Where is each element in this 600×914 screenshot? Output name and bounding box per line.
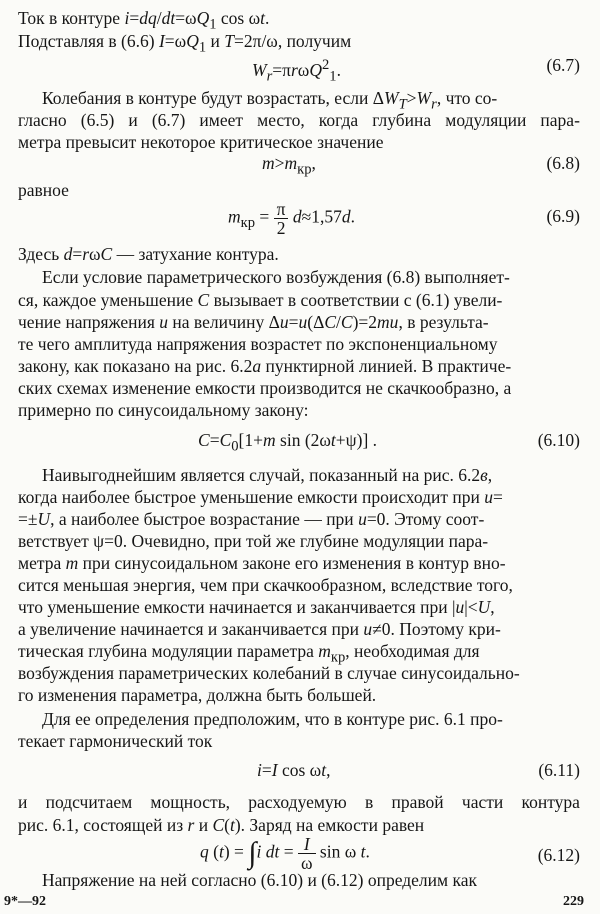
text-damping: Здесь d=rωC — затухание контура. xyxy=(18,244,279,264)
paragraph-condition-line3: чение напряжения u на величину Δu=u(ΔC/C)=2mu, в результа- xyxy=(18,312,489,332)
paragraph-condition-line5: закону, как показано на рис. 6.2а пунктирной линией. В практиче- xyxy=(18,356,512,376)
paragraph-best-line7: что уменьшение емкости начинается и заканчивается при |u|<U, xyxy=(18,597,495,617)
paragraph-best-line10: возбуждения параметрических колебаний в случае синусоидально- xyxy=(18,663,520,683)
paragraph-oscillations-line1: Колебания в контуре будут возрастать, если $\Delta W_T>W_r$, что со- xyxy=(42,88,498,113)
paragraph-best-line4: ветствует ψ=0. Очевидно, при той же глубине модуляции пара- xyxy=(18,531,489,551)
paragraph-condition-line1: Если условие параметрического возбуждения (6.8) выполняет- xyxy=(42,267,510,287)
paragraph-best-line3: =±U, а наиболее быстрое возрастание — при u=0. Этому соот- xyxy=(18,509,485,529)
paragraph-condition-line2: ся, каждое уменьшение C вызывает в соответствии с (6.1) увели- xyxy=(18,290,503,310)
paragraph-best-line9: тическая глубина модуляции параметра $m_{кр}$, необходимая для xyxy=(18,641,480,666)
paragraph-best-line5: метра m при синусоидальном законе его изменения в контур вно- xyxy=(18,553,506,573)
paragraph-best-line11: го изменения параметра, должна быть большей. xyxy=(18,685,377,705)
paragraph-best-line8: а увеличение начинается и заканчивается при u≠0. Поэтому кри- xyxy=(18,619,501,639)
footer-signature: 9*—92 xyxy=(4,894,46,909)
paragraph-best-line2: когда наиболее быстрое уменьшение емкости происходит при u= xyxy=(18,487,503,507)
paragraph-condition-line7: примерно по синусоидальному закону: xyxy=(18,400,309,420)
paragraph-oscillations-line2: гласно (6.5) и (6.7) имеет место, когда глубина модуляции пара- xyxy=(18,110,580,130)
book-page: Ток в контуре $i=dq/dt=\omega Q_1$ cos ωt. Подставляя в (6.6) $I=\omega Q_1$ и T=2π/ω, получим $W_r=\pi r\omega Q^2_1$. (6.7) Колебания в контуре будут возрастать, если $\Delta W_T>W_r$, что со- гласно (6.5) и (6.7) имеет место, когда глубина модуляции пара- метра превысит некоторое критическое значение $m>m_{кр}$, (6.8) равное $m_{кр}$ = $\frac{\pi}{2}$ d≈1,57d. (6.9) Здесь d=rωC — затухание контура. Если условие параметрического возбуждения (6.8) выполняет- ся, каждое уменьшение C вызывает в соответствии с (6.1) увели- чение напряжения u на величину Δu=u(ΔC/C)=2mu, в результа- те чего амплитуда напряжения возрастет по экспоненциальному закону, как показано на рис. 6.2а пунктирной линией. В практиче- ских схемах изменение емкости производится не скачкообразно, а примерно по синусоидальному закону: $C=C_0[1+m$ sin (2ωt+ψ)] . (6.10) Наивыгоднейшим является случай, показанный на рис. 6.2в, когда наиболее быстрое уменьшение емкости происходит при u= =±U, а наиболее быстрое возрастание — при u=0. Этому соот- ветствует ψ=0. Очевидно, при той же глубине модуляции пара- метра m при синусоидальном законе его изменения в контур вно- сится меньшая энергия, чем при скачкообразном, вследствие того, что уменьшение емкости начинается и заканчивается при |u|<U, а увеличение начинается и заканчивается при u≠0. Поэтому кри- тическая глубина модуляции параметра $m_{кр}$, необходимая для возбуждения параметрических колебаний в случае синусоидально- го изменения параметра, должна быть большей. Для ее определения предположим, что в контуре рис. 6.1 про- текает гармонический ток i=I cos ωt, (6.11) и подсчитаем мощность, расходуемую в правой части контура рис. 6.1, состоящей из r и C(t). Заряд на емкости равен q (t) = ∫i dt = $\frac{I}{\omega}$ sin ω t. (6.12) Напряжение на ней согласно (6.10) и (6.12) определим как 9*—92 229 xyxy=(0,0,600,912)
text-line-substituting: Подставляя в (6.6) $I=\omega Q_1$ и T=2π/ω, получим xyxy=(18,31,352,56)
paragraph-condition-line4: те чего амплитуда напряжения возрастет по экспоненциальному xyxy=(18,334,498,354)
paragraph-best-line6: сится меньшая энергия, чем при скачкообразном, вследствие того, xyxy=(18,575,513,595)
paragraph-voltage: Напряжение на ней согласно (6.10) и (6.12) определим как xyxy=(42,870,477,890)
paragraph-determine-line1: Для ее определения предположим, что в контуре рис. 6.1 про- xyxy=(42,709,503,729)
page-number: 229 xyxy=(563,894,584,909)
text-line-current: Ток в контуре $i=dq/dt=\omega Q_1$ cos ωt. xyxy=(18,8,270,33)
paragraph-best-line1: Наивыгоднейшим является случай, показанный на рис. 6.2в, xyxy=(42,465,493,485)
paragraph-oscillations-line3: метра превысит некоторое критическое значение xyxy=(18,132,384,152)
text-ravnoe: равное xyxy=(18,180,69,200)
paragraph-power-line1: и подсчитаем мощность, расходуемую в правой части контура xyxy=(18,792,580,812)
paragraph-power-line2: рис. 6.1, состоящей из r и C(t). Заряд на емкости равен xyxy=(18,815,425,835)
paragraph-condition-line6: ских схемах изменение емкости производится не скачкообразно, а xyxy=(18,378,512,398)
paragraph-determine-line2: текает гармонический ток xyxy=(18,731,213,751)
